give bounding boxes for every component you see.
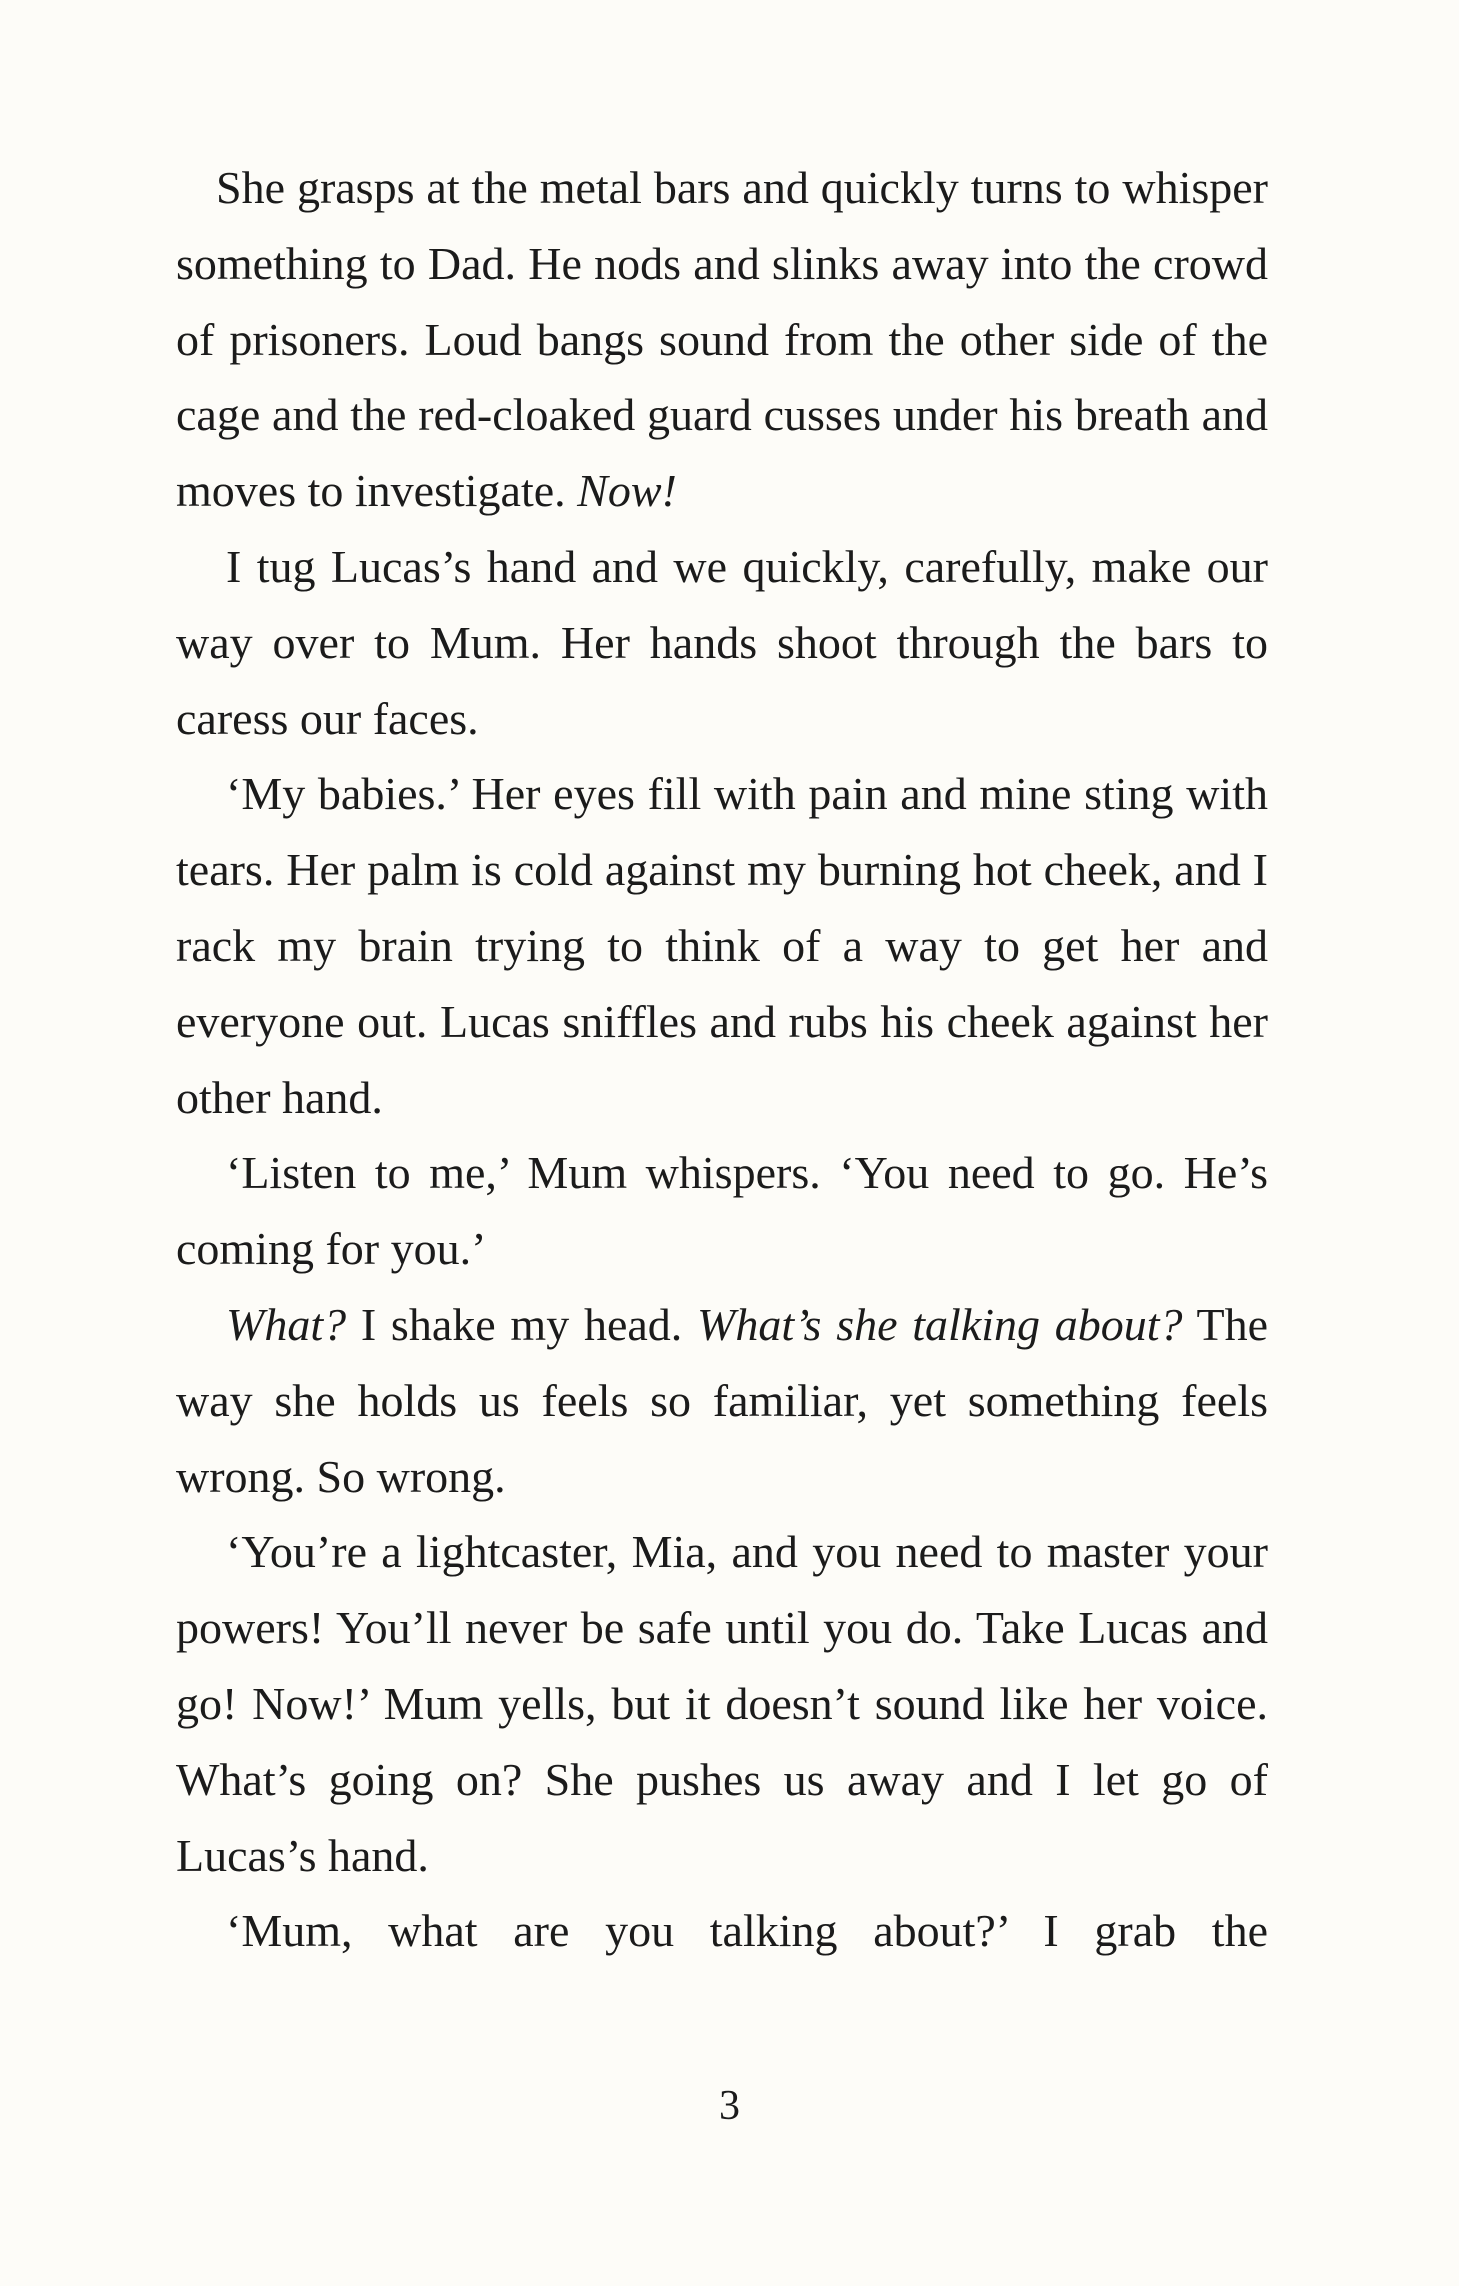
paragraph-6 xyxy=(176,1514,1268,1893)
paragraph-2-text: I tug Lucas’s hand and we quickly, carefully, make our way over to Mum. Her hands shoot through the bars to caress our faces. xyxy=(176,540,1268,744)
paragraph-3-text: ‘My babies.’ Her eyes fill with pain and mine sting with tears. Her palm is cold against my burning hot cheek, and I rack my brain trying to think of a way to get her and everyone out. Lucas sniffles and rubs his cheek against her other hand. xyxy=(176,768,1268,1123)
paragraph-5-text-b: The way she holds us feels so familiar, yet something feels wrong. So wrong. xyxy=(176,1298,1269,1502)
paragraph-5 xyxy=(176,1287,1268,1514)
paragraph-4 xyxy=(176,1135,1268,1287)
paragraph-7 xyxy=(176,1893,1268,1969)
paragraph-6-text: ‘You’re a lightcaster, Mia, and you need to master your powers! You’ll never be safe until you do. Take Lucas and go! Now!’ Mum yells, but it doesn’t sound like her voice. What’s going on? She pushes us away and I let go of Lucas’s hand. xyxy=(176,1526,1268,1881)
paragraph-1 xyxy=(176,150,1268,529)
page-number: 3 xyxy=(719,2083,740,2129)
paragraph-1-italic-now: Now! xyxy=(577,465,677,517)
paragraph-7-text: ‘Mum, what are you talking about?’ I grab the xyxy=(226,1905,1268,1957)
paragraph-1-text: She grasps at the metal bars and quickly turns to whisper something to Dad. He nods and slinks away into the crowd of prisoners. Loud bangs sound from the other side of the cage and the red-cloaked guard cusses under his breath and moves to investigate. xyxy=(176,162,1268,517)
paragraph-5-italic-what: What? xyxy=(226,1298,347,1350)
body-text xyxy=(176,150,1268,1969)
paragraph-2 xyxy=(176,529,1268,756)
paragraph-5-text-a: I shake my head. xyxy=(346,1298,698,1350)
paragraph-5-italic-question: What’s she talking about? xyxy=(697,1298,1183,1350)
paragraph-3 xyxy=(176,756,1268,1135)
paragraph-4-text: ‘Listen to me,’ Mum whispers. ‘You need to go. He’s coming for you.’ xyxy=(176,1147,1268,1275)
